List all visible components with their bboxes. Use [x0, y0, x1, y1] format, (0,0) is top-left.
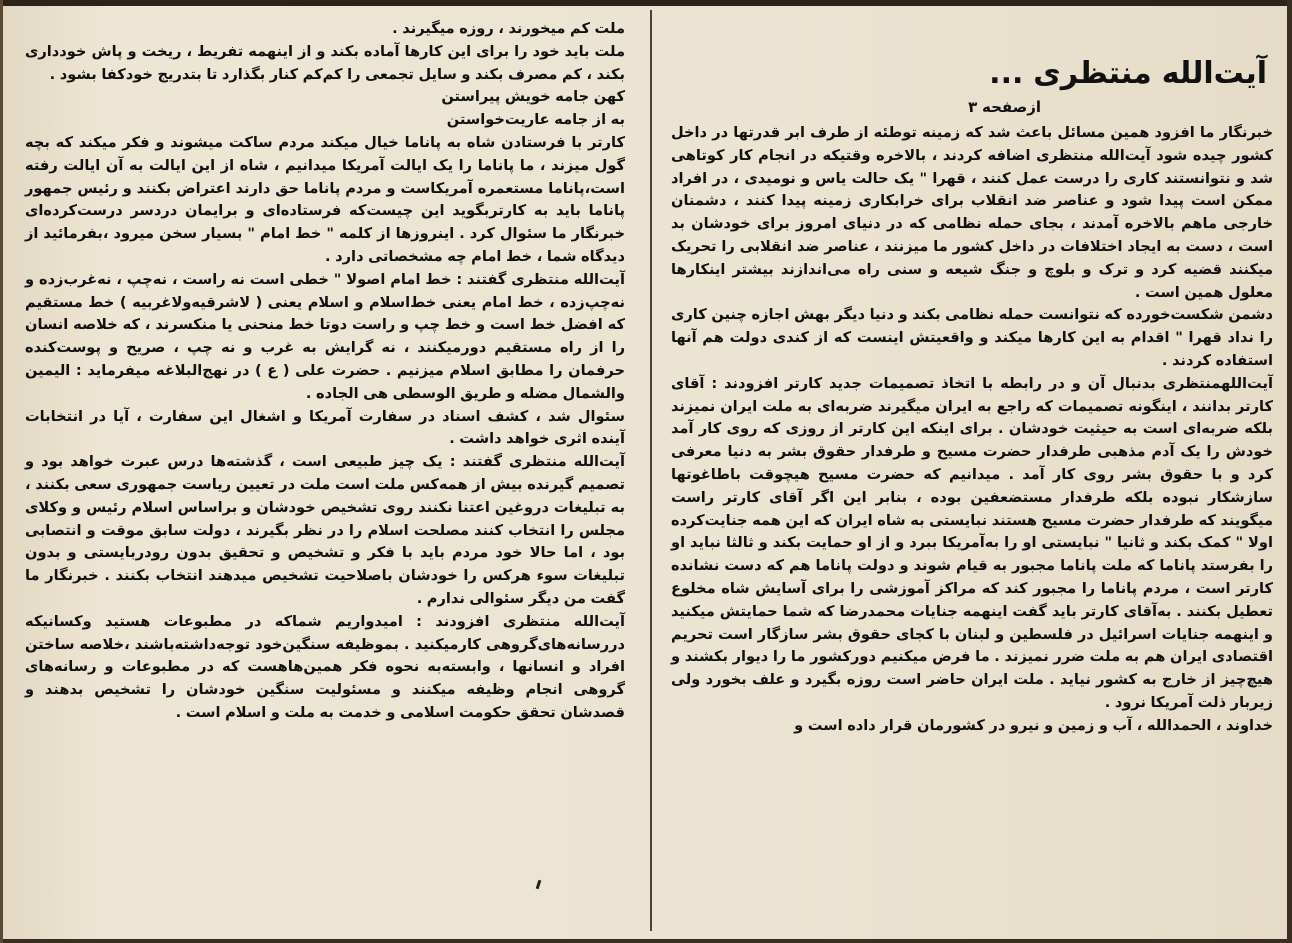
- paragraph: دشمن شکست‌خورده که نتوانست حمله نظامی بکند و دنیا دیگر بهش اجازه چنین کاری را نداد قهرا " اقدام به این کارها میکند و واقعیتش اینست که از کندی دولت هم آنها استفاده کردند .: [671, 306, 1273, 369]
- paragraph: آیت‌الله منتظری گفتند : خط امام اصولا " خطی است نه راست ، نه‌چپ ، نه‌غرب‌زده و نه‌چپ‌زده ، خط امام یعنی خط‌اسلام و اسلام یعنی ( لاشرقیه‌ولاغربیه ) خط مستقیم که افضل خط است و خط چپ و راست دوتا خط منحنی یا منکسرند ، که خلاصه انسان را از راه مستقیم دورمیکنند ، نه گرایش به غرب و نه چپ ، صریح و پوست‌کنده حرفمان را مطابق اسلام میزنیم . حضرت علی ( ع ) در نهج‌البلاغه میفرماید : الیمین والشمال مضله و طریق الوسطی هی الجاده .: [25, 270, 625, 402]
- paragraph: ملت باید خود را برای این کارها آماده بکند و از اینهمه تفریط ، ریخت و پاش خودداری بکند ، کم مصرف بکند و سایل تجمعی را کم‌کم کنار بگذارد تا بتدریج خودکفا بشود .: [25, 42, 625, 83]
- paragraph: آیت‌الله منتظری افزودند : امیدواریم شماکه در مطبوعات هستید وکسانیکه دررسانه‌های‌گروهی کارمیکنید . بموظیفه سنگین‌خود توجه‌داشته‌باشند ،خلاصه ساختن افراد و انسانها ، وابسته‌به نحوه فکر همین‌هاهست که در مطبوعات و رسانه‌های گروهی انجام وظیفه میکنند و مسئولیت سنگین خودشان را تشخیص بدهند و قصدشان تحقق حکومت اسلامی و خدمت به ملت و اسلام است .: [25, 612, 625, 721]
- verse-line-2: به از جامه عاریت‌خواستن: [446, 111, 625, 129]
- paragraph: سئوال شد ، کشف اسناد در سفارت آمریکا و اشغال این سفارت ، آیا در انتخابات آینده اثری خواهد داشت .: [25, 407, 625, 448]
- article-column-left: [25, 18, 625, 725]
- scan-bottom-edge: [3, 939, 1287, 943]
- ink-speck: [536, 880, 542, 889]
- article-headline: آیت‌الله منتظری ...: [989, 56, 1267, 91]
- continued-from-label: ازصفحه ۳: [968, 98, 1041, 116]
- paragraph: کارتر با فرستادن شاه به پاناما خیال میکند مردم ساکت میشوند و فکر میکند که بچه گول میزند ، ما پاناما را یک ایالت آمریکا میدانیم ، شاه از این ایالت به آن ایالت رفته است،پاناما مستعمره آمریکاست و مردم پاناما حق دارند اعتراض بکنند و رئیس جمهور پاناما باید به کارتربگوید این چیست‌که فرستاده‌ای و برایمان دردسر درست‌کرده‌ای خبرنگار ما سئوال کرد . اینروزها از کلمه " خط امام " بسیار سخن میرود ،بفرمائید از دیدگاه شما ، خط امام چه مشخصاتی دارد .: [25, 133, 625, 265]
- paragraph: خبرنگار ما افزود همین مسائل باعث شد که زمینه توطئه از طرف ابر قدرتها در داخل کشور چیده شود آیت‌الله منتظری اضافه کردند ، بالاخره وقتیکه در انجام کار کوتاهی شد و نتوانستند کاری را درست عمل کنند ، قهرا " یک حالت یاس و نومیدی ، در افراد ممکن است پیدا شود و عناصر ضد انقلاب برای خرابکاری زمینه پیدا کنند ، دشمنان خارجی ماهم بالاخره آمدند ، بجای حمله نظامی که در دنیای امروز برای خودشان بد است ، دست به ایجاد اختلافات در داخل کشور ما میزنند ، عناصر ضد انقلابی را تحریک میکنند قضیه کرد و ترک و بلوچ و جنگ شیعه و سنی راه می‌اندازند بیشتر اینکارها معلول همین است .: [671, 124, 1273, 301]
- column-divider: [650, 10, 652, 931]
- paragraph: ملت کم میخورند ، روزه میگیرند .: [392, 20, 625, 37]
- verse-line-1: کهن جامه خویش پیراستن: [441, 88, 625, 106]
- paragraph: خداوند ، الحمدالله ، آب و زمین و نیرو در کشورمان قرار داده است و: [794, 716, 1273, 734]
- paragraph: آیت‌اللهمنتظری بدنبال آن و در رابطه با اتخاذ تصمیمات جدید کارتر افزودند : آقای کارتر بدانند ، اینگونه تصمیمات که راجع به ایران میگیرند ضربه‌ای به ملت ایران نمیزند بلکه ضربه‌ای است به حیثیت خودشان . برای اینکه این کارتر از روزی که روی کار آمد خودش را یک آدم مذهبی طرفدار حضرت مسیح و طرفدار حقوق بشر به دنیا معرفی کرد و با حقوق بشر روی کار آمد . میدانیم که حضرت مسیح هیچوقت باطاغوتها سازشکار نبوده بلکه طرفدار مستضعفین بوده ، بنابر این اگر آقای کارتر راست میگویند که طرفدار حضرت مسیح هستند نبایستی به شاه ایران که این همه جنایت‌کرده اولا " کمک بکند و ثانیا " نبایستی او را به‌آمریکا ببرد و از او حمایت بکند و ثالثا نباید او را بفرستد پاناما که ملت پاناما مجبور به قیام شوند و دولت پاناما هم که دست نشانده کارتر است ، مردم پاناما را مجبور کند که مراکز آموزشی را برای آسایش شاه مخلوع تعطیل بکنند . به‌آقای کارتر باید گفت اینهمه جنایات محمدرضا که شما حمایتش میکنید و اینهمه جنایات اسرائیل در فلسطین و لبنان با کجای حقوق بشر سازگار است تحریم اقتصادی ایران هم به ملت ضرر نمیزند . ما فرض میکنیم دورکشور ما را دیوار بکشند و هیچ‌چیز از خارج به کشور نیاید . ملت ایران حاضر است روزه بگیرد و علف بخورد ولی زیربار ذلت آمریکا نرود .: [671, 374, 1273, 711]
- article-column-right: [671, 18, 1273, 738]
- paragraph: آیت‌الله منتظری گفتند : یک چیز طبیعی است ، گذشته‌ها درس عبرت خواهد بود و تصمیم گیرنده بیش از همه‌کس ملت است ملت در تعیین ریاست جمهوری سعی بکنند ، به تبلیغات دروغین اعتنا نکنند روی تشخیص خودشان و براساس اسلام رئیس و وکلای مجلس را انتخاب کنند مصلحت اسلام را در نظر بگیرند ، دولت سابق موقت و انتصابی بود ، اما حالا خود مردم باید با فکر و تشخیص و تحقیق بدون رودربایستی و بدون تبلیغات سوء هرکس را خودشان باصلاحیت تشخیص میدهند انتخاب بکنند . خبرنگار ما گفت من دیگر سئوالی ندارم .: [25, 453, 625, 607]
- scan-top-edge: [3, 0, 1287, 6]
